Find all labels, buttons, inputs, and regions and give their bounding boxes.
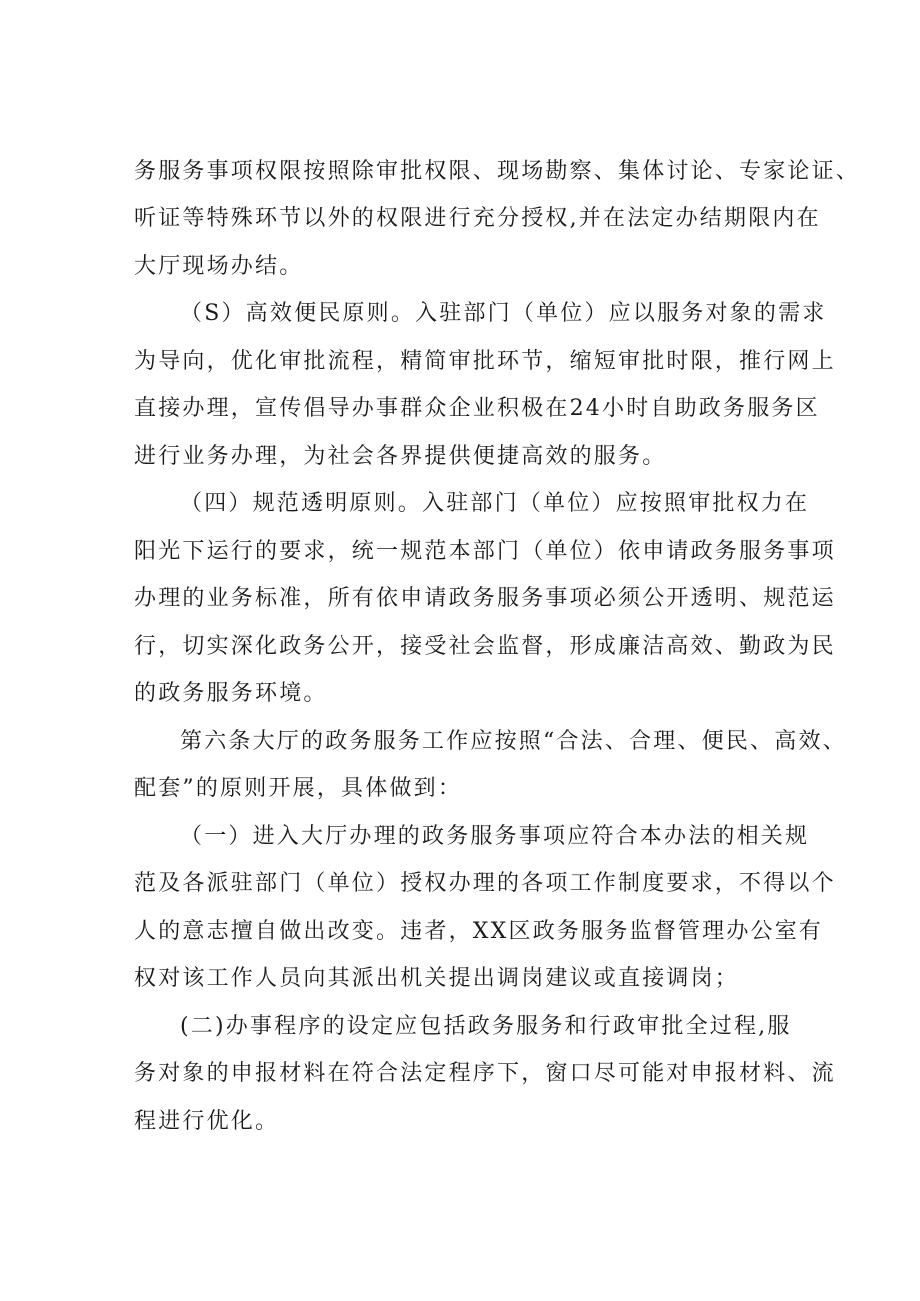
text-line: 听证等特殊环节以外的权限进行充分授权,并在法定办结期限内在 bbox=[134, 206, 821, 231]
text-line: （四）规范透明原则。入驻部门（单位）应按照审批权力在 bbox=[180, 491, 810, 516]
text-line: 阳光下运行的要求，统一规范本部门（单位）依申请政务服务事项 bbox=[134, 539, 836, 564]
text-line: （S）高效便民原则。入驻部门（单位）应以服务对象的需求 bbox=[180, 301, 827, 326]
text-line: (二)办事程序的设定应包括政务服务和行政审批全过程,服 bbox=[180, 1014, 792, 1039]
text-line: 人的意志擅自做出改变。违者，XX区政务服务监督管理办公室有 bbox=[134, 919, 824, 944]
text-line: 权对该工作人员向其派出机关提出调岗建议或直接调岗； bbox=[134, 966, 740, 991]
text-line: 办理的业务标准，所有依申请政务服务事项必须公开透明、规范运 bbox=[134, 586, 836, 611]
text-line: 行，切实深化政务公开，接受社会监督，形成廉洁高效、勤政为民 bbox=[134, 634, 836, 659]
text-line: 进行业务办理，为社会各界提供便捷高效的服务。 bbox=[134, 444, 667, 469]
text-line: 务服务事项权限按照除审批权限、现场勘察、集体讨论、专家论证、 bbox=[134, 159, 861, 184]
text-line: 配套”的原则开展，具体做到： bbox=[134, 776, 463, 801]
text-line: 的政务服务环境。 bbox=[134, 681, 328, 706]
text-line: 直接办理，宣传倡导办事群众企业积极在24小时自助政务服务区 bbox=[134, 396, 820, 421]
text-line: 大厅现场办结。 bbox=[134, 254, 304, 279]
text-line: 务对象的申报材料在符合法定程序下，窗口尽可能对申报材料、流 bbox=[134, 1061, 836, 1086]
text-line: （一）进入大厅办理的政务服务事项应符合本办法的相关规 bbox=[180, 824, 810, 849]
text-line: 第六条大厅的政务服务工作应按照“合法、合理、便民、高效、 bbox=[180, 729, 847, 754]
text-line: 为导向，优化审批流程，精简审批环节，缩短审批时限，推行网上 bbox=[134, 349, 836, 374]
text-line: 程进行优化。 bbox=[134, 1109, 280, 1134]
text-line: 范及各派驻部门（单位）授权办理的各项工作制度要求，不得以个 bbox=[134, 871, 836, 896]
